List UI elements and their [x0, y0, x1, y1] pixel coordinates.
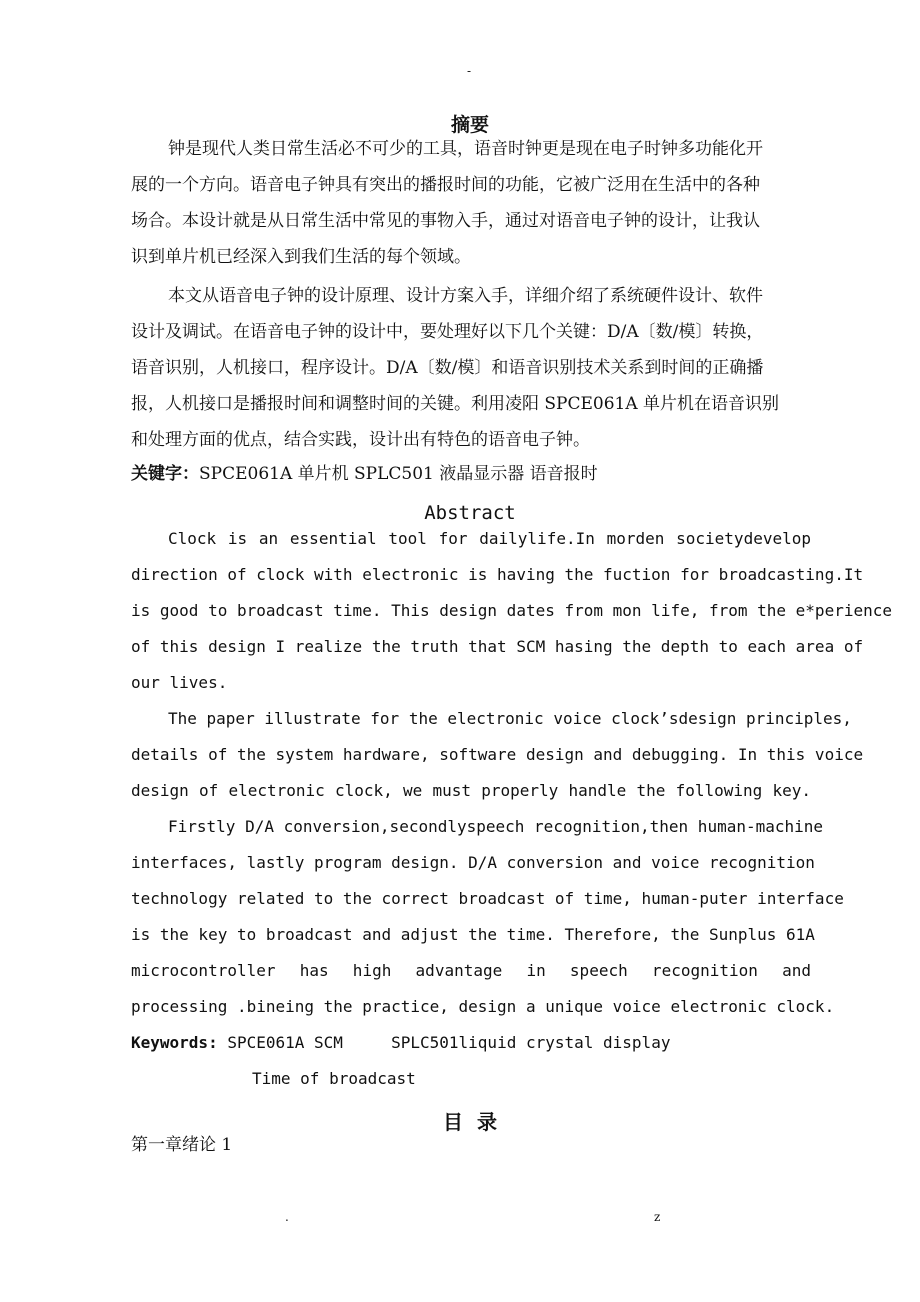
abstract-zh-line: 展的一个方向。语音电子钟具有突出的播报时间的功能，它被广泛用在生活中的各种 [131, 175, 760, 195]
keywords-zh-value: SPCE061A 单片机 SPLC501 液晶显示器 语音报时 [199, 464, 598, 484]
header-mark: - [467, 64, 472, 78]
keywords-en-label: Keywords: [131, 1033, 218, 1052]
abstract-en-line: The paper illustrate for the electronic voice clock’sdesign principles, [168, 709, 852, 728]
abstract-en-line: direction of clock with electronic is having the fuction for broadcasting.It [131, 565, 864, 584]
abstract-zh-line: 钟是现代人类日常生活必不可少的工具，语音时钟更是现在电子时钟多功能化开 [168, 139, 763, 159]
abstract-en-title: Abstract [424, 502, 516, 524]
abstract-en-line: of this design I realize the truth that SCM hasing the depth to each area of [131, 637, 864, 656]
abstract-en-line: processing .bineing the practice, design a unique voice electronic clock. [131, 997, 835, 1016]
keywords-zh-label: 关键字： [131, 464, 199, 484]
abstract-zh-line: 识到单片机已经深入到我们生活的每个领域。 [131, 247, 471, 267]
abstract-en-line: microcontroller has high advantage in speech recognition and [131, 961, 811, 980]
abstract-en-line: Firstly D/A conversion,secondlyspeech recognition,then human-machine [168, 817, 824, 836]
abstract-zh-line: 和处理方面的优点，结合实践，设计出有特色的语音电子钟。 [131, 430, 590, 450]
abstract-zh-line: 本文从语音电子钟的设计原理、设计方案入手，详细介绍了系统硬件设计、软件 [168, 286, 763, 306]
toc-entry[interactable]: 第一章绪论 1 [131, 1135, 233, 1155]
abstract-en-line: is the key to broadcast and adjust the time. Therefore, the Sunplus 61A [131, 925, 815, 944]
keywords-en-line2: Time of broadcast [252, 1069, 416, 1088]
footer-left-mark: . [285, 1210, 289, 1224]
abstract-en-line: technology related to the correct broadcast of time, human-puter interface [131, 889, 844, 908]
toc-title: 目 录 [443, 1110, 497, 1134]
abstract-zh-line: 场合。本设计就是从日常生活中常见的事物入手，通过对语音电子钟的设计，让我认 [131, 211, 760, 231]
keywords-en-value: SPCE061A SCM SPLC501liquid crystal display [227, 1033, 671, 1052]
abstract-en-line: interfaces, lastly program design. D/A conversion and voice recognition [131, 853, 815, 872]
abstract-en-line: is good to broadcast time. This design dates from mon life, from the e*perience [131, 601, 892, 620]
abstract-zh-title: 摘要 [450, 114, 489, 136]
abstract-en-line: our lives. [131, 673, 228, 692]
footer-right-mark: z [654, 1210, 661, 1224]
keywords-en [131, 1025, 811, 1061]
abstract-en-line: details of the system hardware, software design and debugging. In this voice [131, 745, 864, 764]
abstract-zh-line: 报，人机接口是播报时间和调整时间的关键。利用凌阳 SPCE061A 单片机在语音识别 [131, 394, 780, 414]
abstract-zh-line: 语音识别，人机接口，程序设计。D/A〔数/模〕和语音识别技术关系到时间的正确播 [131, 358, 764, 378]
abstract-zh-line: 设计及调试。在语音电子钟的设计中，要处理好以下几个关键：D/A〔数/模〕转换， [131, 322, 764, 342]
abstract-en-line: design of electronic clock, we must properly handle the following key. [131, 781, 811, 800]
abstract-en-line: Clock is an essential tool for dailylife.In morden societydevelop [168, 529, 811, 548]
keywords-zh [131, 456, 811, 492]
